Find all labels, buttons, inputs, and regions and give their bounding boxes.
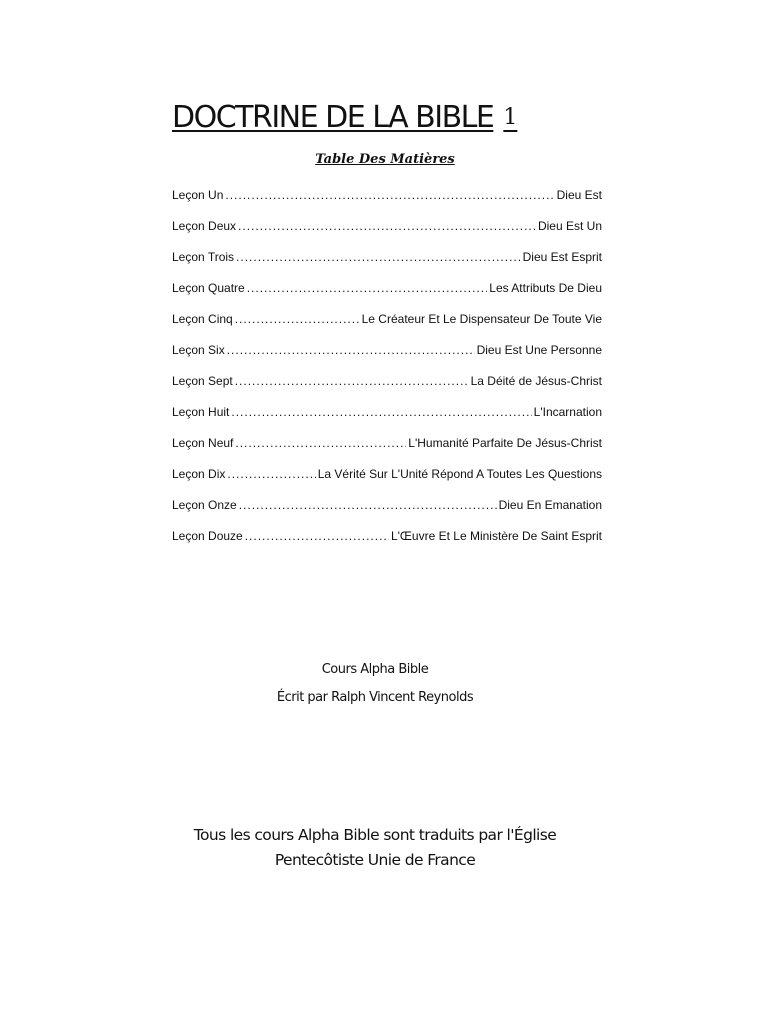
toc-leader-dots	[227, 467, 315, 481]
toc-topic: L'Humanité Parfaite De Jésus-Christ	[408, 436, 602, 450]
toc-entry	[172, 250, 602, 281]
toc-entry	[172, 498, 602, 529]
toc-leader-dots	[238, 219, 536, 233]
toc-lesson: Leçon Quatre	[172, 281, 245, 295]
toc-lesson: Leçon Huit	[172, 405, 230, 419]
table-of-contents	[172, 188, 602, 560]
translation-note-line-2: Pentecôtiste Unie de France	[274, 851, 476, 869]
title-number: 1	[503, 105, 518, 130]
toc-leader-dots	[227, 343, 475, 357]
toc-topic: Les Attributs De Dieu	[489, 281, 602, 295]
translation-note	[0, 823, 750, 873]
toc-entry	[172, 374, 602, 405]
toc-entry	[172, 188, 602, 219]
toc-lesson: Leçon Cinq	[172, 312, 233, 326]
toc-lesson: Leçon Douze	[172, 529, 243, 543]
toc-entry	[172, 467, 602, 498]
toc-topic: Dieu Est Esprit	[522, 250, 602, 264]
toc-entry	[172, 281, 602, 312]
toc-lesson: Leçon Neuf	[172, 436, 234, 450]
toc-entry	[172, 219, 602, 250]
toc-lesson: Leçon Onze	[172, 498, 237, 512]
toc-lesson: Leçon Dix	[172, 467, 226, 481]
toc-topic: La Déité de Jésus-Christ	[470, 374, 602, 388]
toc-entry	[172, 405, 602, 436]
toc-entry	[172, 312, 602, 343]
toc-leader-dots	[235, 436, 406, 450]
document-title	[172, 100, 582, 135]
table-of-contents-heading: Table Des Matières	[315, 152, 455, 167]
title-text: DOCTRINE DE LA BIBLE	[172, 100, 494, 135]
toc-leader-dots	[245, 529, 389, 543]
toc-leader-dots	[247, 281, 488, 295]
toc-topic: Dieu Est Un	[537, 219, 602, 233]
author-credit: Écrit par Ralph Vincent Reynolds	[276, 690, 474, 705]
toc-entry	[172, 343, 602, 374]
toc-topic: Dieu Est	[556, 188, 602, 202]
toc-leader-dots	[231, 405, 531, 419]
toc-topic: L'Incarnation	[533, 405, 602, 419]
toc-topic: L'Œuvre Et Le Ministère De Saint Esprit	[390, 529, 602, 543]
toc-leader-dots	[235, 374, 469, 388]
toc-leader-dots	[235, 312, 360, 326]
toc-lesson: Leçon Trois	[172, 250, 235, 264]
toc-leader-dots	[225, 188, 554, 202]
course-name: Cours Alpha Bible	[321, 662, 429, 677]
toc-leader-dots	[239, 498, 497, 512]
toc-entry	[172, 529, 602, 560]
translation-note-line-1: Tous les cours Alpha Bible sont traduits par l'Église	[193, 826, 557, 844]
toc-entry	[172, 436, 602, 467]
toc-topic: La Vérité Sur L'Unité Répond A Toutes Les Questions	[317, 467, 602, 481]
toc-lesson: Leçon Six	[172, 343, 225, 357]
toc-lesson: Leçon Deux	[172, 219, 237, 233]
toc-lesson: Leçon Un	[172, 188, 224, 202]
toc-leader-dots	[236, 250, 521, 264]
toc-topic: Dieu En Emanation	[498, 498, 602, 512]
toc-topic: Le Créateur Et Le Dispensateur De Toute Vie	[361, 312, 602, 326]
toc-lesson: Leçon Sept	[172, 374, 233, 388]
toc-topic: Dieu Est Une Personne	[476, 343, 602, 357]
